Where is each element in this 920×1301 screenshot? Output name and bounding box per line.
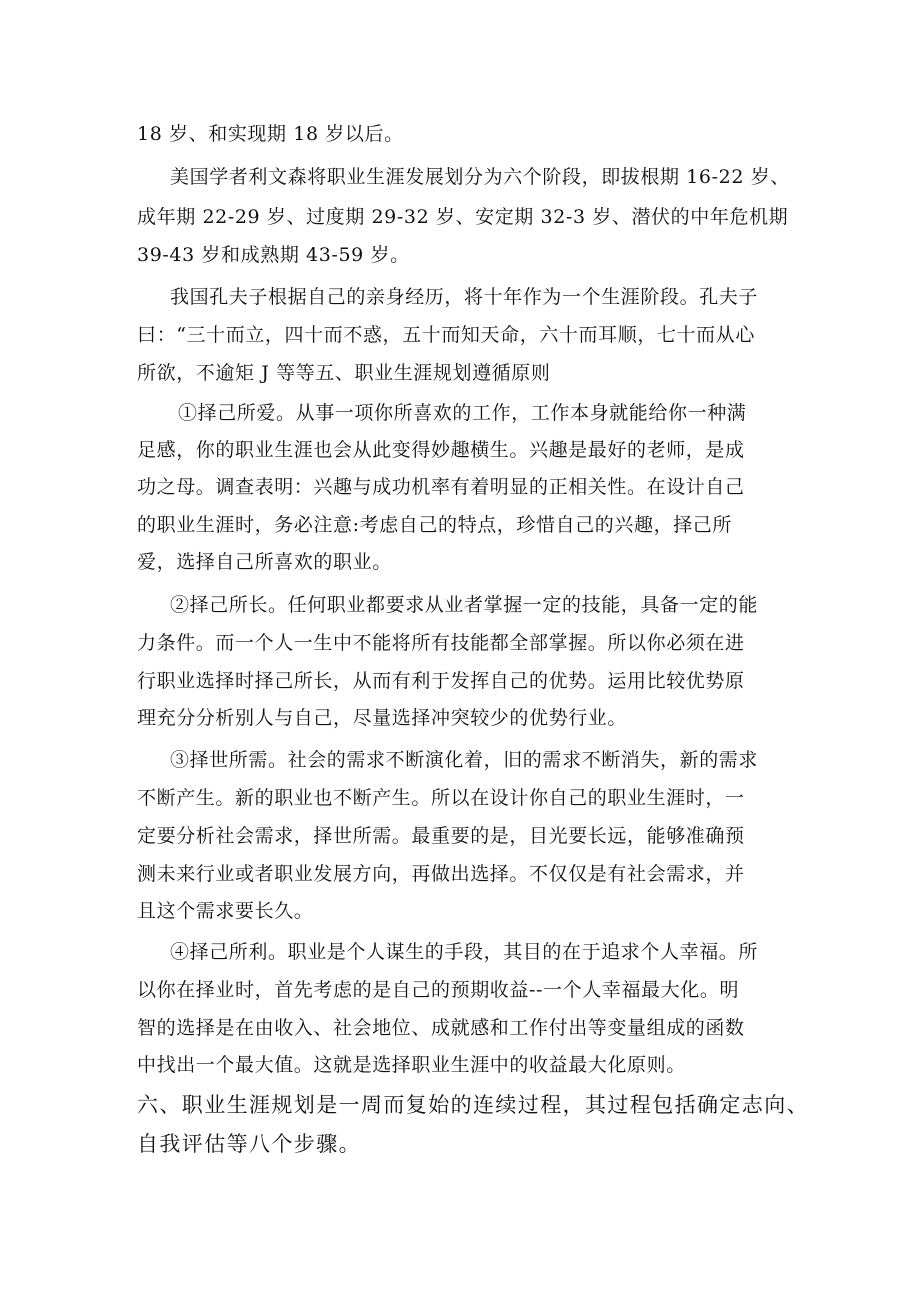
paragraph-line: 功之母。调查表明：兴趣与成功机率有着明显的正相关性。在设计自己 [137, 476, 745, 498]
paragraph-line: 美国学者利文森将职业生涯发展划分为六个阶段，即拔根期 16-22 岁、 [170, 166, 790, 188]
paragraph-line: ①择己所爱。从事一项你所喜欢的工作，工作本身就能给你一种满 [178, 402, 747, 424]
section-heading-line: 六、职业生涯规划是一周而复始的连续过程，其过程包括确定志向、 [137, 1093, 809, 1117]
paragraph-line: 的职业生涯时，务必注意:考虑自己的特点，珍惜自己的兴趣，择己所 [137, 514, 733, 536]
paragraph-line: 力条件。而一个人一生中不能将所有技能都全部掌握。所以你必须在进 [137, 632, 745, 654]
paragraph-line: 行职业选择时择己所长，从而有利于发挥自己的优势。运用比较优势原 [137, 670, 745, 692]
paragraph-line: 且这个需求要长久。 [137, 900, 314, 922]
paragraph-line: 成年期 22-29 岁、过度期 29-32 岁、安定期 32-3 岁、潜伏的中年危机期 [137, 206, 789, 228]
paragraph-line: 测未来行业或者职业发展方向，再做出选择。不仅仅是有社会需求，并 [137, 863, 745, 885]
paragraph-line: 智的选择是在由收入、社会地位、成就感和工作付出等变量组成的函数 [137, 1017, 745, 1039]
paragraph-line: ④择己所利。职业是个人谋生的手段，其目的在于追求个人幸福。所 [170, 941, 759, 963]
paragraph-line: 我国孔夫子根据自己的亲身经历，将十年作为一个生涯阶段。孔夫子 [170, 286, 759, 308]
paragraph-line: 39-43 岁和成熟期 43-59 岁。 [137, 244, 410, 266]
paragraph-line: ②择己所长。任何职业都要求从业者掌握一定的技能，具备一定的能 [170, 594, 759, 616]
paragraph-line: 不断产生。新的职业也不断产生。所以在设计你自己的职业生涯时，一 [137, 787, 745, 809]
paragraph-line: 定要分析社会需求，择世所需。最重要的是，目光要长远，能够准确预 [137, 825, 745, 847]
paragraph-line: 爱，选择自己所喜欢的职业。 [137, 551, 392, 573]
paragraph-line: 中找出一个最大值。这就是选择职业生涯中的收益最大化原则。 [137, 1054, 686, 1076]
paragraph-line: 曰：“三十而立，四十而不惑，五十而知天命，六十而耳顺，七十而从心 [137, 324, 755, 346]
paragraph-line: 理充分分析别人与自己，尽量选择冲突较少的优势行业。 [137, 707, 628, 729]
paragraph-line: ③择世所需。社会的需求不断演化着，旧的需求不断消失，新的需求 [170, 749, 759, 771]
paragraph-line: 足感，你的职业生涯也会从此变得妙趣横生。兴趣是最好的老师，是成 [137, 439, 745, 461]
paragraph-line: 18 岁、和实现期 18 岁以后。 [137, 123, 404, 145]
paragraph-line: 以你在择业时，首先考虑的是自己的预期收益--一个人幸福最大化。明 [137, 979, 740, 1001]
paragraph-line: 所欲，不逾矩 J 等等五、职业生涯规划遵循原则 [137, 362, 551, 384]
section-heading-line: 自我评估等八个步骤。 [137, 1132, 361, 1156]
